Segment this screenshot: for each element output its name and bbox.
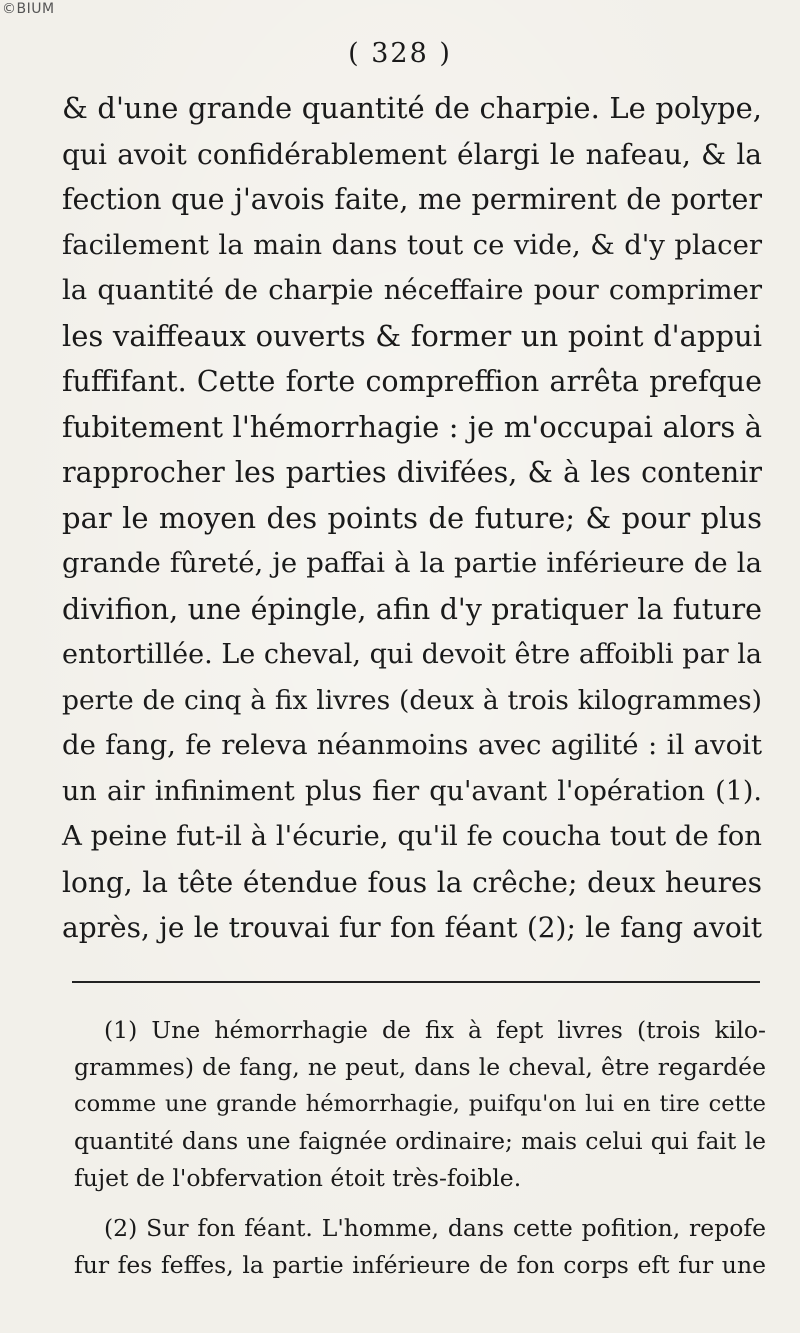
text-line: perte de cinq à fix livres (deux à trois kilogrammes) [62,684,762,716]
text-line: A peine fut-il à l'écurie, qu'il fe coucha tout de fon [62,820,762,852]
text-line: qui avoit confidérablement élargi le nafeau, & la [62,137,762,171]
text-line: rapprocher les parties divifées, & à les contenir [62,456,762,489]
text-line: les vaiffeaux ouverts & former un point d'appui [62,318,762,353]
text-line: entortillée. Le cheval, qui devoit être affoibli par la [62,639,762,670]
footnote-line: (2) Sur fon féant. L'homme, dans cette pofition, repofe [104,1214,766,1242]
text-line: divifion, une épingle, afin d'y pratiquer la future [62,592,762,626]
text-line: fuffifant. Cette forte compreffion arrêta prefque [62,365,762,398]
text-line: après, je le trouvai fur fon féant (2); le fang avoit [62,911,762,944]
watermark: ©BIUM [2,1,55,17]
footnote-line: fujet de l'obfervation étoit très-foible. [74,1164,522,1192]
footnote-line: (1) Une hémorrhagie de fix à fept livres (trois kilo- [104,1016,766,1044]
footnote-2 [74,1210,766,1284]
footnote-line: grammes) de fang, ne peut, dans le cheval, être regardée [74,1053,766,1081]
footnotes [74,1012,766,1284]
footnote-1 [74,1012,766,1197]
text-line: long, la tête étendue fous la crêche; deux heures [62,865,762,899]
text-line: fubitement l'hémorrhagie : je m'occupai alors à [62,409,762,444]
text-line: facilement la main dans tout ce vide, & d'y placer [62,228,762,261]
text-line: la quantité de charpie néceffaire pour comprimer [62,274,762,306]
body-text [62,86,762,951]
footnote-rule [72,981,760,983]
page-number: ( 328 ) [348,38,452,69]
footnote-line: quantité dans une faignée ordinaire; mais celui qui fait le [74,1127,766,1155]
text-line: un air infiniment plus fier qu'avant l'opération (1). [62,775,762,807]
text-line: grande fûreté, je paffai à la partie inférieure de la [62,547,762,579]
footnote-line: comme une grande hémorrhagie, puifqu'on lui en tire cette [74,1091,766,1117]
text-line: de fang, fe releva néanmoins avec agilité : il avoit [62,729,762,761]
text-line: fection que j'avois faite, me permirent de porter [62,183,762,216]
text-line: par le moyen des points de future; & pour plus [62,500,762,535]
footnote-line: fur fes feffes, la partie inférieure de fon corps eft fur une [74,1251,766,1279]
text-line: & d'une grande quantité de charpie. Le polype, [62,91,762,125]
